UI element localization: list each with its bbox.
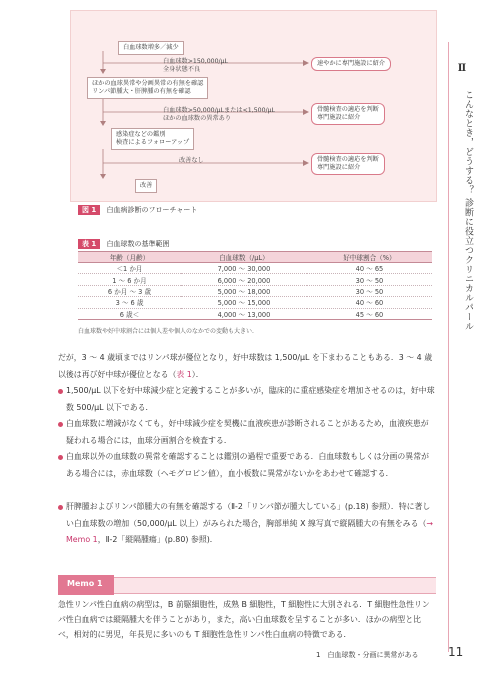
cell-age: 6 歳＜ <box>78 308 181 319</box>
flow-cond1 <box>163 58 228 74</box>
flow-end-text: 改善 <box>140 182 153 189</box>
flow-cond3 <box>179 157 204 165</box>
page-number: 11 <box>448 645 464 659</box>
bullet-dot-icon <box>58 505 63 510</box>
flow-cond2-line2: ほかの血球数の異常あり <box>163 115 232 122</box>
bullet-item <box>58 499 436 549</box>
flow-out2-line1: 骨髄検査の適応を判断 <box>317 106 379 113</box>
flow-check1-line2: リンパ節腫大・肝脾腫の有無を確認 <box>92 88 191 95</box>
cell-neutrophil: 45 〜 60 <box>307 308 432 319</box>
table-tag: 表 1 <box>78 239 100 249</box>
bullet-item <box>58 383 436 416</box>
table-ref-link[interactable]: 表 1 <box>176 369 192 379</box>
table-title <box>78 239 170 249</box>
flow-cond2 <box>163 107 275 123</box>
paragraph-1-end: ）． <box>191 369 204 379</box>
memo-text: 急性リンパ性白血病の病型は，B 前駆細胞性，成熟 B 細胞性，T 細胞性に大別される．T 細胞性急性リンパ性白血病では縦隔腫大を伴うことがあり，また，高い白血球数を呈することが多い．ほかの病型と比べ，相対的に男児，年長児に多いのも T 細胞性急性リンパ性白血病の特徴である． <box>58 600 430 639</box>
cell-neutrophil: 30 〜 50 <box>307 285 432 296</box>
cell-neutrophil: 30 〜 50 <box>307 274 432 285</box>
flow-cond1-line2: 全身状態不良 <box>163 66 201 73</box>
table-note: 白血球数や好中球割合には個人差や個人のなかでの変動も大きい. <box>78 328 254 335</box>
flow-out1-text: 速やかに専門施設に紹介 <box>317 60 386 67</box>
cell-wbc: 5,000 〜 15,000 <box>181 297 307 308</box>
table-row <box>78 285 432 296</box>
memo-header-bar <box>58 577 436 594</box>
bullet-text: 1,500/μL 以下を好中球減少症と定義することが多いが，臨床的に重症感染症を増加させるのは，好中球数 500/μL 以下である． <box>66 386 435 412</box>
cell-age: 6 か月 〜 3 歳 <box>78 285 181 296</box>
section-number: Ⅱ <box>457 63 467 74</box>
table-header-row <box>78 252 432 263</box>
cell-wbc: 6,000 〜 20,000 <box>181 274 307 285</box>
flow-check2-line1: 感染症などの鑑別 <box>116 131 166 138</box>
flowchart-panel <box>70 10 437 202</box>
table-row <box>78 274 432 285</box>
figure-tag: 図 1 <box>78 205 100 215</box>
flow-start-text: 白血球数増多／減少 <box>123 44 179 51</box>
cell-age: 1 〜 6 か月 <box>78 274 181 285</box>
bullet-item <box>58 416 436 449</box>
flow-out2-box <box>311 103 385 125</box>
bullet-dot-icon <box>58 455 63 460</box>
flow-start-box <box>118 41 184 55</box>
flow-out3-line1: 骨髄検査の適応を判断 <box>317 156 379 163</box>
flow-cond2-line1: 白血球数>50,000/μLまたは<1,500/μL <box>163 107 275 114</box>
col-header-neutrophil: 好中球割合（%） <box>307 252 432 263</box>
table-row <box>78 308 432 319</box>
figure-caption <box>78 205 197 215</box>
bullet-text-b: ，Ⅱ-2「縦隔腫瘍」(p.80) 参照)． <box>97 535 218 545</box>
flow-check1-box <box>87 77 208 99</box>
cell-neutrophil: 40 〜 60 <box>307 297 432 308</box>
col-header-wbc: 白血球数（/μL） <box>181 252 307 263</box>
cell-wbc: 5,000 〜 18,000 <box>181 285 307 296</box>
cell-neutrophil: 40 〜 65 <box>307 263 432 274</box>
flow-check2-line2: 検査によるフォローアップ <box>116 139 190 146</box>
bullet-dot-icon <box>58 422 63 427</box>
flow-out3-line2: 専門施設に紹介 <box>317 164 361 171</box>
table-title-text: 白血球数の基準範囲 <box>106 240 170 248</box>
bullet-text-a: 肝脾腫およびリンパ節腫大の有無を確認する（Ⅱ-2「リンパ節が腫大している」(p.18) 参照）．特に著しい白血球数の増加（50,000/μL 以上）がみられた場合，胸部単純 X 線写真で縦隔腫大の有無をみる（ <box>66 502 431 528</box>
flow-check1-line1: ほかの血球異常や分画異常の有無を確認 <box>92 80 204 87</box>
memo-title: Memo 1 <box>58 575 114 595</box>
flow-out2-line2: 専門施設に紹介 <box>317 114 361 121</box>
bullet-dot-icon <box>58 389 63 394</box>
cell-wbc: 4,000 〜 13,000 <box>181 308 307 319</box>
cell-age: 3 〜 6 歳 <box>78 297 181 308</box>
bullet-text: 白血球以外の血球数の異常を確認することは鑑別の過程で重要である．白血球数もしくは分画の異常がある場合には，赤血球数（ヘモグロビン値），血小板数に異常がないかをあわせて確認する． <box>66 452 429 478</box>
cell-wbc: 7,000 〜 30,000 <box>181 263 307 274</box>
flow-check2-box <box>111 128 194 150</box>
flow-cond1-line1: 白血球数>150,000/μL <box>163 58 228 65</box>
flow-cond3-text: 改善なし <box>179 157 204 164</box>
paragraph-1-text: だが，3 〜 4 歳頃まではリンパ球が優位となり，好中球数は 1,500/μL を下まわることもある．3 〜 4 歳以後は再び好中球が優位となる（ <box>58 353 433 379</box>
bullet-text: 白血球数に増減がなくても，好中球減少症を契機に血液疾患が診断されることがあるため，血液疾患が疑われる場合には，血球分画割合を検査する． <box>66 419 429 445</box>
wbc-reference-table <box>78 251 432 320</box>
figure-caption-text: 白血病診断のフローチャート <box>106 206 198 214</box>
flow-out3-box <box>311 153 385 175</box>
paragraph-1 <box>58 350 436 383</box>
memo-ref-link[interactable]: → Memo 1 <box>66 518 433 545</box>
cell-age: ＜1 か月 <box>78 263 181 274</box>
table-row <box>78 297 432 308</box>
bullet-item <box>58 449 436 482</box>
col-header-age: 年齢（月齢） <box>78 252 181 263</box>
section-title-vertical: こんなとき，どうする？ 診断に役立つクリニカルパール <box>463 90 473 331</box>
table-row <box>78 263 432 274</box>
flow-end-box <box>135 179 157 193</box>
flow-out1-box <box>311 57 391 71</box>
side-divider <box>448 42 449 652</box>
chapter-footer: 1 白血球数・分画に異常がある <box>316 651 419 659</box>
